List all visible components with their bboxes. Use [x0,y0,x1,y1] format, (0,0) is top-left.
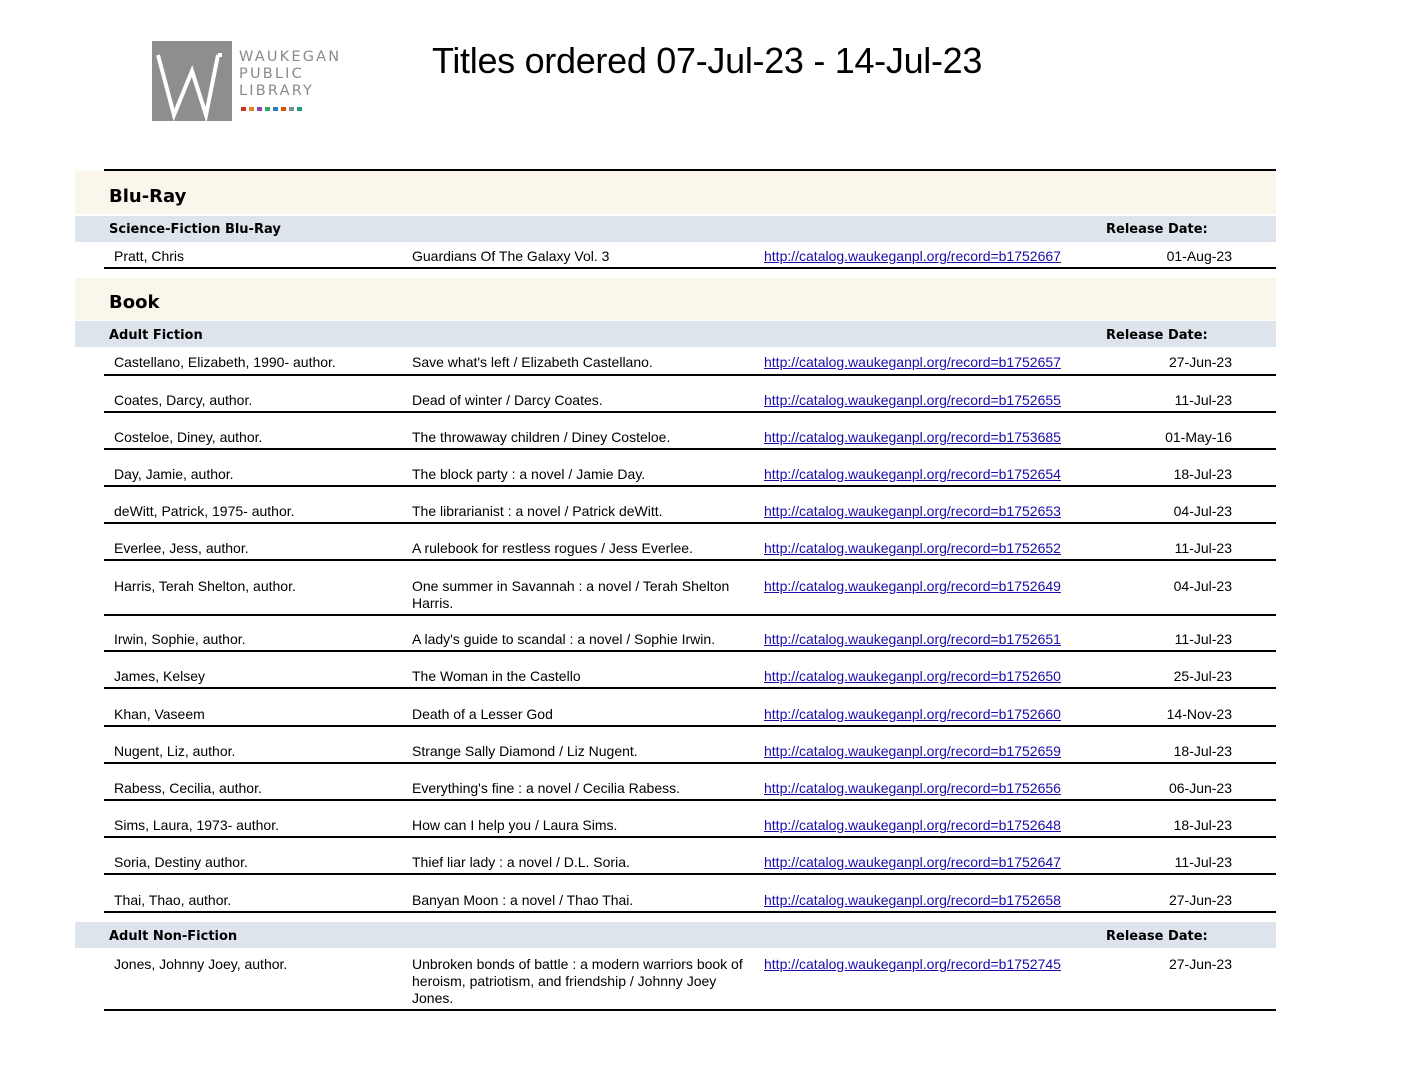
release-date-cell: 04-Jul-23 [1173,578,1232,594]
table-row [104,534,1276,561]
catalog-link[interactable]: http://catalog.waukeganpl.org/record=b1752745 [764,956,1061,972]
logo-line-3: LIBRARY [239,83,315,99]
table-row [104,811,1276,838]
author-cell: Costeloe, Diney, author. [114,429,263,445]
release-date-cell: 14-Nov-23 [1166,706,1232,722]
catalog-link[interactable]: http://catalog.waukeganpl.org/record=b1752660 [764,706,1061,722]
logo-wordmark [239,49,341,100]
title-cell: A lady's guide to scandal : a novel / Sophie Irwin. [412,631,716,647]
author-cell: Nugent, Liz, author. [114,743,236,759]
logo-square [249,107,254,111]
title-cell: Save what's left / Elizabeth Castellano. [412,354,653,370]
table-row [104,774,1276,801]
title-cell: Death of a Lesser God [412,706,553,722]
logo-square [297,107,302,111]
author-cell: Pratt, Chris [114,248,185,264]
section-title-book: Book [109,292,160,313]
title-cell: The block party : a novel / Jamie Day. [412,466,646,482]
table-row [104,386,1276,413]
logo-square [257,107,262,111]
title-cell: Unbroken bonds of battle : a modern warriors book of heroism, patriotism, and friendship / Johnny Joey Jones. [412,956,743,1006]
title-cell: One summer in Savannah : a novel / Terah Shelton Harris. [412,578,730,611]
table-row [104,662,1276,689]
title-cell: Guardians Of The Galaxy Vol. 3 [412,248,610,264]
table-row [104,242,1276,269]
logo-line-2: PUBLIC [239,66,304,82]
catalog-link[interactable]: http://catalog.waukeganpl.org/record=b1752651 [764,631,1061,647]
table-row [104,423,1276,450]
release-date-cell: 18-Jul-23 [1173,817,1232,833]
table-row [104,950,1276,1011]
title-cell: The librarianist : a novel / Patrick deWitt. [412,503,663,519]
catalog-link[interactable]: http://catalog.waukeganpl.org/record=b1752658 [764,892,1061,908]
table-row [104,886,1276,913]
author-cell: Harris, Terah Shelton, author. [114,578,296,594]
table-row [104,497,1276,524]
release-date-cell: 06-Jun-23 [1168,780,1232,796]
catalog-link[interactable]: http://catalog.waukeganpl.org/record=b1752649 [764,578,1061,594]
release-date-header: Release Date: [1106,929,1208,944]
author-cell: Sims, Laura, 1973- author. [114,817,279,833]
table-row [104,572,1276,616]
title-cell: Dead of winter / Darcy Coates. [412,392,603,408]
catalog-link[interactable]: http://catalog.waukeganpl.org/record=b1752650 [764,668,1061,684]
logo-square [289,107,294,111]
author-cell: deWitt, Patrick, 1975- author. [114,503,295,519]
subsection-band-adult-nonfiction [75,922,1276,948]
catalog-link[interactable]: http://catalog.waukeganpl.org/record=b1752652 [764,540,1061,556]
subsection-title-adult-fiction: Adult Fiction [109,328,203,343]
library-logo [152,41,352,123]
catalog-link[interactable]: http://catalog.waukeganpl.org/record=b1753685 [764,429,1061,445]
author-cell: James, Kelsey [114,668,206,684]
title-cell: The throwaway children / Diney Costeloe. [412,429,671,445]
author-cell: Coates, Darcy, author. [114,392,253,408]
author-cell: Thai, Thao, author. [114,892,232,908]
author-cell: Jones, Johnny Joey, author. [114,956,288,972]
logo-square [241,107,246,111]
logo-square [265,107,270,111]
section-title-bluray: Blu-Ray [109,186,187,207]
table-row [104,460,1276,487]
section-band-book [75,278,1276,320]
release-date-cell: 18-Jul-23 [1173,743,1232,759]
release-date-cell: 11-Jul-23 [1174,540,1232,556]
release-date-cell: 04-Jul-23 [1173,503,1232,519]
catalog-link[interactable]: http://catalog.waukeganpl.org/record=b1752657 [764,354,1061,370]
subsection-band-adult-fiction [75,321,1276,347]
title-cell: Strange Sally Diamond / Liz Nugent. [412,743,638,759]
table-row [104,348,1276,376]
logo-square [273,107,278,111]
table-row [104,700,1276,727]
title-cell: How can I help you / Laura Sims. [412,817,618,833]
section-band-bluray [75,171,1276,214]
page-title: Titles ordered 07-Jul-23 - 14-Jul-23 [432,40,983,81]
release-date-cell: 01-Aug-23 [1166,248,1232,264]
author-cell: Irwin, Sophie, author. [114,631,246,647]
release-date-cell: 18-Jul-23 [1173,466,1232,482]
catalog-link[interactable]: http://catalog.waukeganpl.org/record=b1752667 [764,248,1061,264]
author-cell: Castellano, Elizabeth, 1990- author. [114,354,336,370]
title-cell: A rulebook for restless rogues / Jess Everlee. [412,540,693,556]
release-date-cell: 25-Jul-23 [1173,668,1232,684]
author-cell: Khan, Vaseem [114,706,205,722]
logo-w-mark [152,41,232,121]
logo-color-squares [241,107,302,111]
release-date-header: Release Date: [1106,222,1208,237]
author-cell: Everlee, Jess, author. [114,540,249,556]
release-date-cell: 27-Jun-23 [1168,956,1232,972]
release-date-cell: 11-Jul-23 [1174,854,1232,870]
catalog-link[interactable]: http://catalog.waukeganpl.org/record=b1752659 [764,743,1061,759]
release-date-cell: 11-Jul-23 [1174,392,1232,408]
release-date-cell: 27-Jun-23 [1168,354,1232,370]
title-cell: Everything's fine : a novel / Cecilia Rabess. [412,780,681,796]
title-cell: Thief liar lady : a novel / D.L. Soria. [412,854,630,870]
author-cell: Rabess, Cecilia, author. [114,780,262,796]
catalog-link[interactable]: http://catalog.waukeganpl.org/record=b1752656 [764,780,1061,796]
title-cell: Banyan Moon : a novel / Thao Thai. [412,892,634,908]
release-date-cell: 27-Jun-23 [1168,892,1232,908]
title-cell: The Woman in the Castello [412,668,581,684]
table-row [104,737,1276,764]
release-date-cell: 01-May-16 [1165,429,1232,445]
release-date-cell: 11-Jul-23 [1174,631,1232,647]
author-cell: Soria, Destiny author. [114,854,248,870]
release-date-header: Release Date: [1106,328,1208,343]
catalog-link[interactable]: http://catalog.waukeganpl.org/record=b1752655 [764,392,1061,408]
author-cell: Day, Jamie, author. [114,466,234,482]
catalog-link[interactable]: http://catalog.waukeganpl.org/record=b1752647 [764,854,1061,870]
catalog-link[interactable]: http://catalog.waukeganpl.org/record=b1752654 [764,466,1061,482]
catalog-link[interactable]: http://catalog.waukeganpl.org/record=b1752648 [764,817,1061,833]
subsection-title-adult-nonfiction: Adult Non-Fiction [109,929,238,944]
subsection-title-scifi: Science-Fiction Blu-Ray [109,222,281,237]
table-row [104,625,1276,652]
logo-square [281,107,286,111]
logo-line-1: WAUKEGAN [239,49,342,65]
table-row [104,848,1276,875]
catalog-link[interactable]: http://catalog.waukeganpl.org/record=b1752653 [764,503,1061,519]
